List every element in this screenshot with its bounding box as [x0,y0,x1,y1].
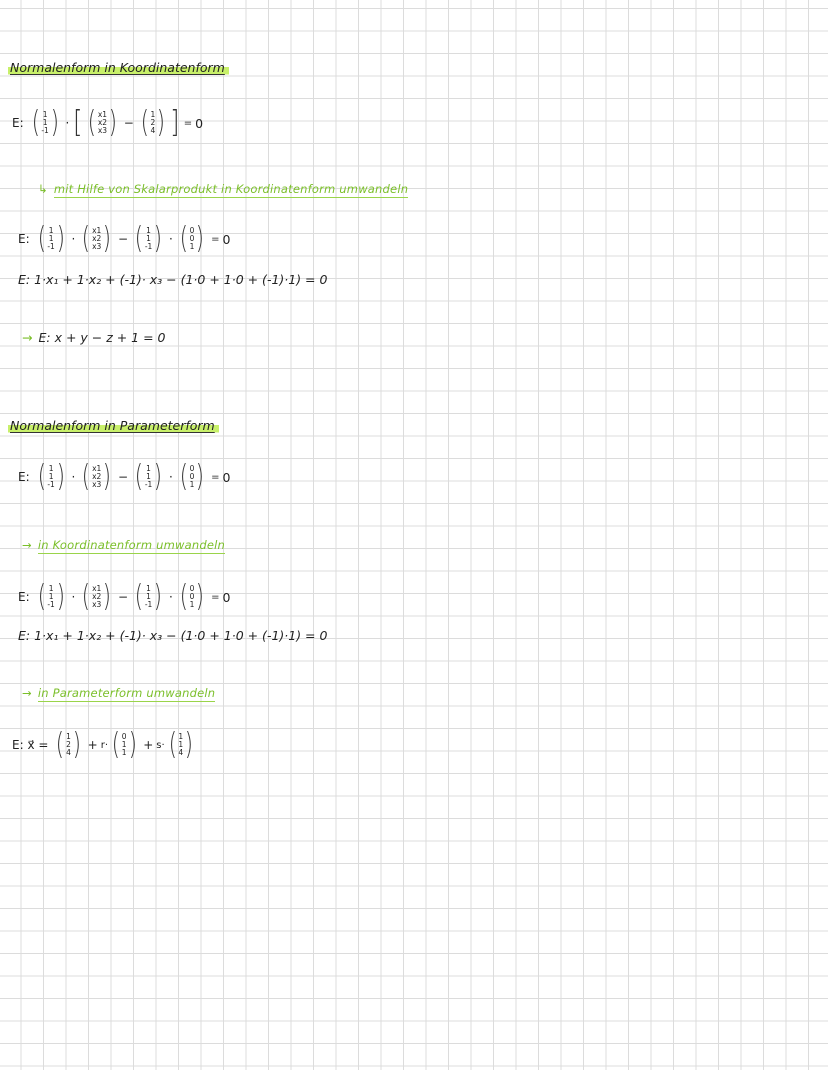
section1-equation-2: E: ( 1 1 -1 ) · ( x1 x2 x3 ) − ( 1 1 -1 ) · ( 0 0 1 ) = 0 [18,221,231,256]
point-vector: ( 1 2 4 ) [140,105,166,140]
section1-equation-1: E: ( 1 1 -1 ) · [ ( x1 x2 x3 ) − ( 1 2 4 ) ] = 0 [12,105,204,140]
section2-note-1: → in Koordinatenform umwandeln [22,538,225,552]
section1-result: → E: x + y − z + 1 = 0 [22,330,166,345]
eq-label: E: [12,116,24,130]
section2-equation-4: E: x⃗ = ( 1 2 4 ) + r· ( 0 1 1 ) + s· ( 1 1 4 ) [12,727,194,762]
section2-equation-2: E: ( 1 1 -1 ) · ( x1 x2 x3 ) − ( 1 1 -1 ) · ( 0 0 1 ) = 0 [18,579,231,614]
section2-heading: Normalenform in Parameterform [8,418,219,434]
section1-note: ↳ mit Hilfe von Skalarprodukt in Koordinatenform umwandeln [38,182,409,196]
section2-note-2: → in Parameterform umwandeln [22,686,216,700]
section1-heading: Normalenform in Koordinatenform [8,60,229,76]
normal-vector: ( 1 1 -1 ) [31,105,59,140]
section2-equation-1: E: ( 1 1 -1 ) · ( x1 x2 x3 ) − ( 1 1 -1 ) · ( 0 0 1 ) = 0 [18,459,231,494]
section1-equation-3: E: 1·x₁ + 1·x₂ + (-1)· x₃ − (1·0 + 1·0 + (-1)·1) = 0 [18,272,328,287]
x-vector: ( x1 x2 x3 ) [87,105,117,140]
section2-equation-3: E: 1·x₁ + 1·x₂ + (-1)· x₃ − (1·0 + 1·0 + (-1)·1) = 0 [18,628,328,643]
